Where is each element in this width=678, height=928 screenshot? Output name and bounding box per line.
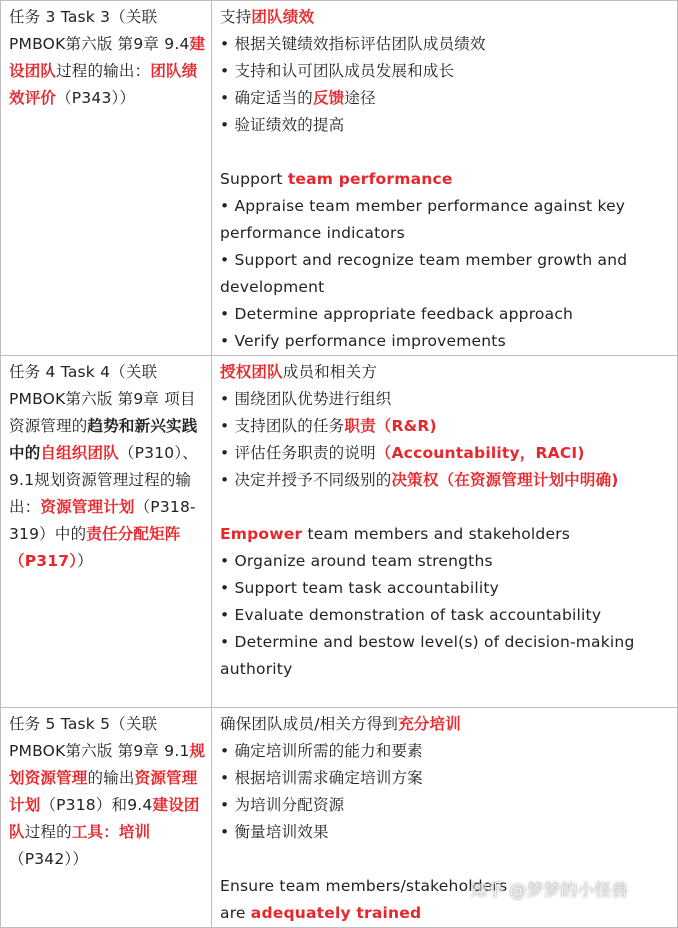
text-segment: 任务 5 Task 5 bbox=[9, 715, 111, 733]
description-line bbox=[220, 112, 677, 139]
text-segment: • Determine appropriate feedback approach bbox=[220, 305, 574, 323]
description-line bbox=[220, 440, 677, 467]
description-line bbox=[220, 247, 677, 301]
text-segment: 资源管理计划 bbox=[40, 498, 135, 516]
text-segment: • 衡量培训效果 bbox=[220, 823, 329, 841]
text-segment: 团队绩效评价 bbox=[9, 62, 198, 107]
description-line bbox=[220, 386, 677, 413]
description-line bbox=[220, 711, 677, 738]
text-segment: 团队绩效 bbox=[251, 8, 315, 26]
task-reference-cell bbox=[1, 708, 212, 928]
description-line bbox=[220, 575, 677, 602]
description-line bbox=[220, 765, 677, 792]
description-line bbox=[220, 819, 677, 846]
text-segment: （P310）、9.1规划资源管理过程的输出： bbox=[9, 444, 199, 516]
text-segment: 建设团队 bbox=[9, 796, 200, 841]
text-segment: • Appraise team member performance against key performance indicators bbox=[220, 197, 626, 242]
text-segment: adequately trained bbox=[250, 904, 422, 922]
text-segment: • 围绕团队优势进行组织 bbox=[220, 390, 392, 408]
description-line bbox=[220, 548, 677, 575]
description-line bbox=[220, 792, 677, 819]
text-segment: 工具：培训 bbox=[71, 823, 151, 841]
text-segment: • 确定适当的 bbox=[220, 89, 313, 107]
text-segment: 职责（R&R) bbox=[344, 417, 437, 435]
task-row bbox=[1, 1, 678, 356]
blank-line bbox=[220, 846, 677, 873]
text-segment: 自组织团队 bbox=[40, 444, 119, 462]
description-line bbox=[220, 467, 677, 494]
text-segment: 规划资源管理 bbox=[9, 742, 206, 787]
text-segment: • 支持和认可团队成员发展和成长 bbox=[220, 62, 455, 80]
text-segment: 的输出 bbox=[87, 769, 135, 787]
description-line bbox=[220, 521, 677, 548]
text-segment: （关联PMBOK第六版 第9章 9.4 bbox=[9, 8, 190, 53]
text-segment: • 验证绩效的提高 bbox=[220, 116, 345, 134]
text-segment: 充分培训 bbox=[398, 715, 461, 733]
text-segment: 途径 bbox=[344, 89, 376, 107]
blank-line bbox=[220, 494, 677, 521]
description-line bbox=[220, 85, 677, 112]
task-description-cell bbox=[212, 1, 678, 356]
text-segment: • 根据关键绩效指标评估团队成员绩效 bbox=[220, 35, 486, 53]
text-segment: 决策权（在资源管理计划中明确) bbox=[391, 471, 619, 489]
text-segment: • 评估任务职责的说明 bbox=[220, 444, 376, 462]
text-segment: • Evaluate demonstration of task accountability bbox=[220, 606, 602, 624]
text-segment: • 为培训分配资源 bbox=[220, 796, 345, 814]
text-segment: 成员和相关方 bbox=[282, 363, 378, 381]
text-segment: • Support team task accountability bbox=[220, 579, 500, 597]
text-segment: （Accountability，RACI) bbox=[375, 444, 585, 462]
text-segment: （P342）） bbox=[9, 850, 89, 868]
zhihu-watermark: 知乎 @梦梦的小怪兽 bbox=[470, 881, 629, 901]
text-segment: Ensure team members/stakeholders bbox=[220, 877, 508, 895]
description-line bbox=[220, 4, 677, 31]
text-segment: 任务 4 Task 4 bbox=[9, 363, 111, 381]
description-line bbox=[220, 602, 677, 629]
text-segment: team members and stakeholders bbox=[302, 525, 571, 543]
text-segment: （关联PMBOK第六版 第9章 项目资源管理的 bbox=[9, 363, 196, 435]
tasks-table-body bbox=[1, 1, 678, 928]
text-segment: • 根据培训需求确定培训方案 bbox=[220, 769, 423, 787]
text-segment: • 确定培训所需的能力和要素 bbox=[220, 742, 423, 760]
text-segment: 过程的 bbox=[24, 823, 72, 841]
description-line bbox=[220, 31, 677, 58]
text-segment: • 支持团队的任务 bbox=[220, 417, 345, 435]
text-segment: （P318）和9.4 bbox=[40, 796, 153, 814]
text-segment: • Determine and bestow level(s) of decision-making authority bbox=[220, 633, 635, 678]
text-segment: Empower bbox=[220, 525, 303, 543]
text-segment: • Verify performance improvements bbox=[220, 332, 506, 350]
description-line bbox=[220, 413, 677, 440]
text-segment: • Organize around team strengths bbox=[220, 552, 493, 570]
task-row bbox=[1, 356, 678, 708]
text-segment: 反馈 bbox=[312, 89, 345, 107]
text-segment: （P343）） bbox=[56, 89, 136, 107]
text-segment: are bbox=[220, 904, 251, 922]
text-segment: 过程的输出： bbox=[56, 62, 151, 80]
text-segment: 确保团队成员/相关方得到 bbox=[220, 715, 399, 733]
text-segment: • 决定并授予不同级别的 bbox=[220, 471, 392, 489]
description-line bbox=[220, 193, 677, 247]
task-reference-cell bbox=[1, 356, 212, 708]
text-segment: 支持 bbox=[220, 8, 252, 26]
task-reference-cell bbox=[1, 1, 212, 356]
text-segment: Support bbox=[220, 170, 288, 188]
text-segment: ） bbox=[77, 552, 93, 570]
task-description-cell bbox=[212, 356, 678, 708]
description-line bbox=[220, 629, 677, 683]
description-line bbox=[220, 738, 677, 765]
text-segment: 责任分配矩阵（P317） bbox=[9, 525, 181, 570]
description-line bbox=[220, 166, 677, 193]
text-segment: team performance bbox=[287, 170, 453, 188]
description-line bbox=[220, 359, 677, 386]
text-segment: 建设团队 bbox=[9, 35, 206, 80]
text-segment: 任务 3 Task 3 bbox=[9, 8, 111, 26]
text-segment: • Support and recognize team member growth and development bbox=[220, 251, 628, 296]
description-line bbox=[220, 328, 677, 355]
text-segment: 资源管理计划 bbox=[9, 769, 198, 814]
description-line bbox=[220, 301, 677, 328]
text-segment: （关联PMBOK第六版 第9章 9.1 bbox=[9, 715, 190, 760]
text-segment: 授权团队 bbox=[220, 363, 283, 381]
blank-line bbox=[220, 139, 677, 166]
description-line bbox=[220, 58, 677, 85]
text-segment: 趋势和新兴实践中的 bbox=[9, 417, 198, 462]
text-segment: （P318-319）中的 bbox=[9, 498, 196, 543]
